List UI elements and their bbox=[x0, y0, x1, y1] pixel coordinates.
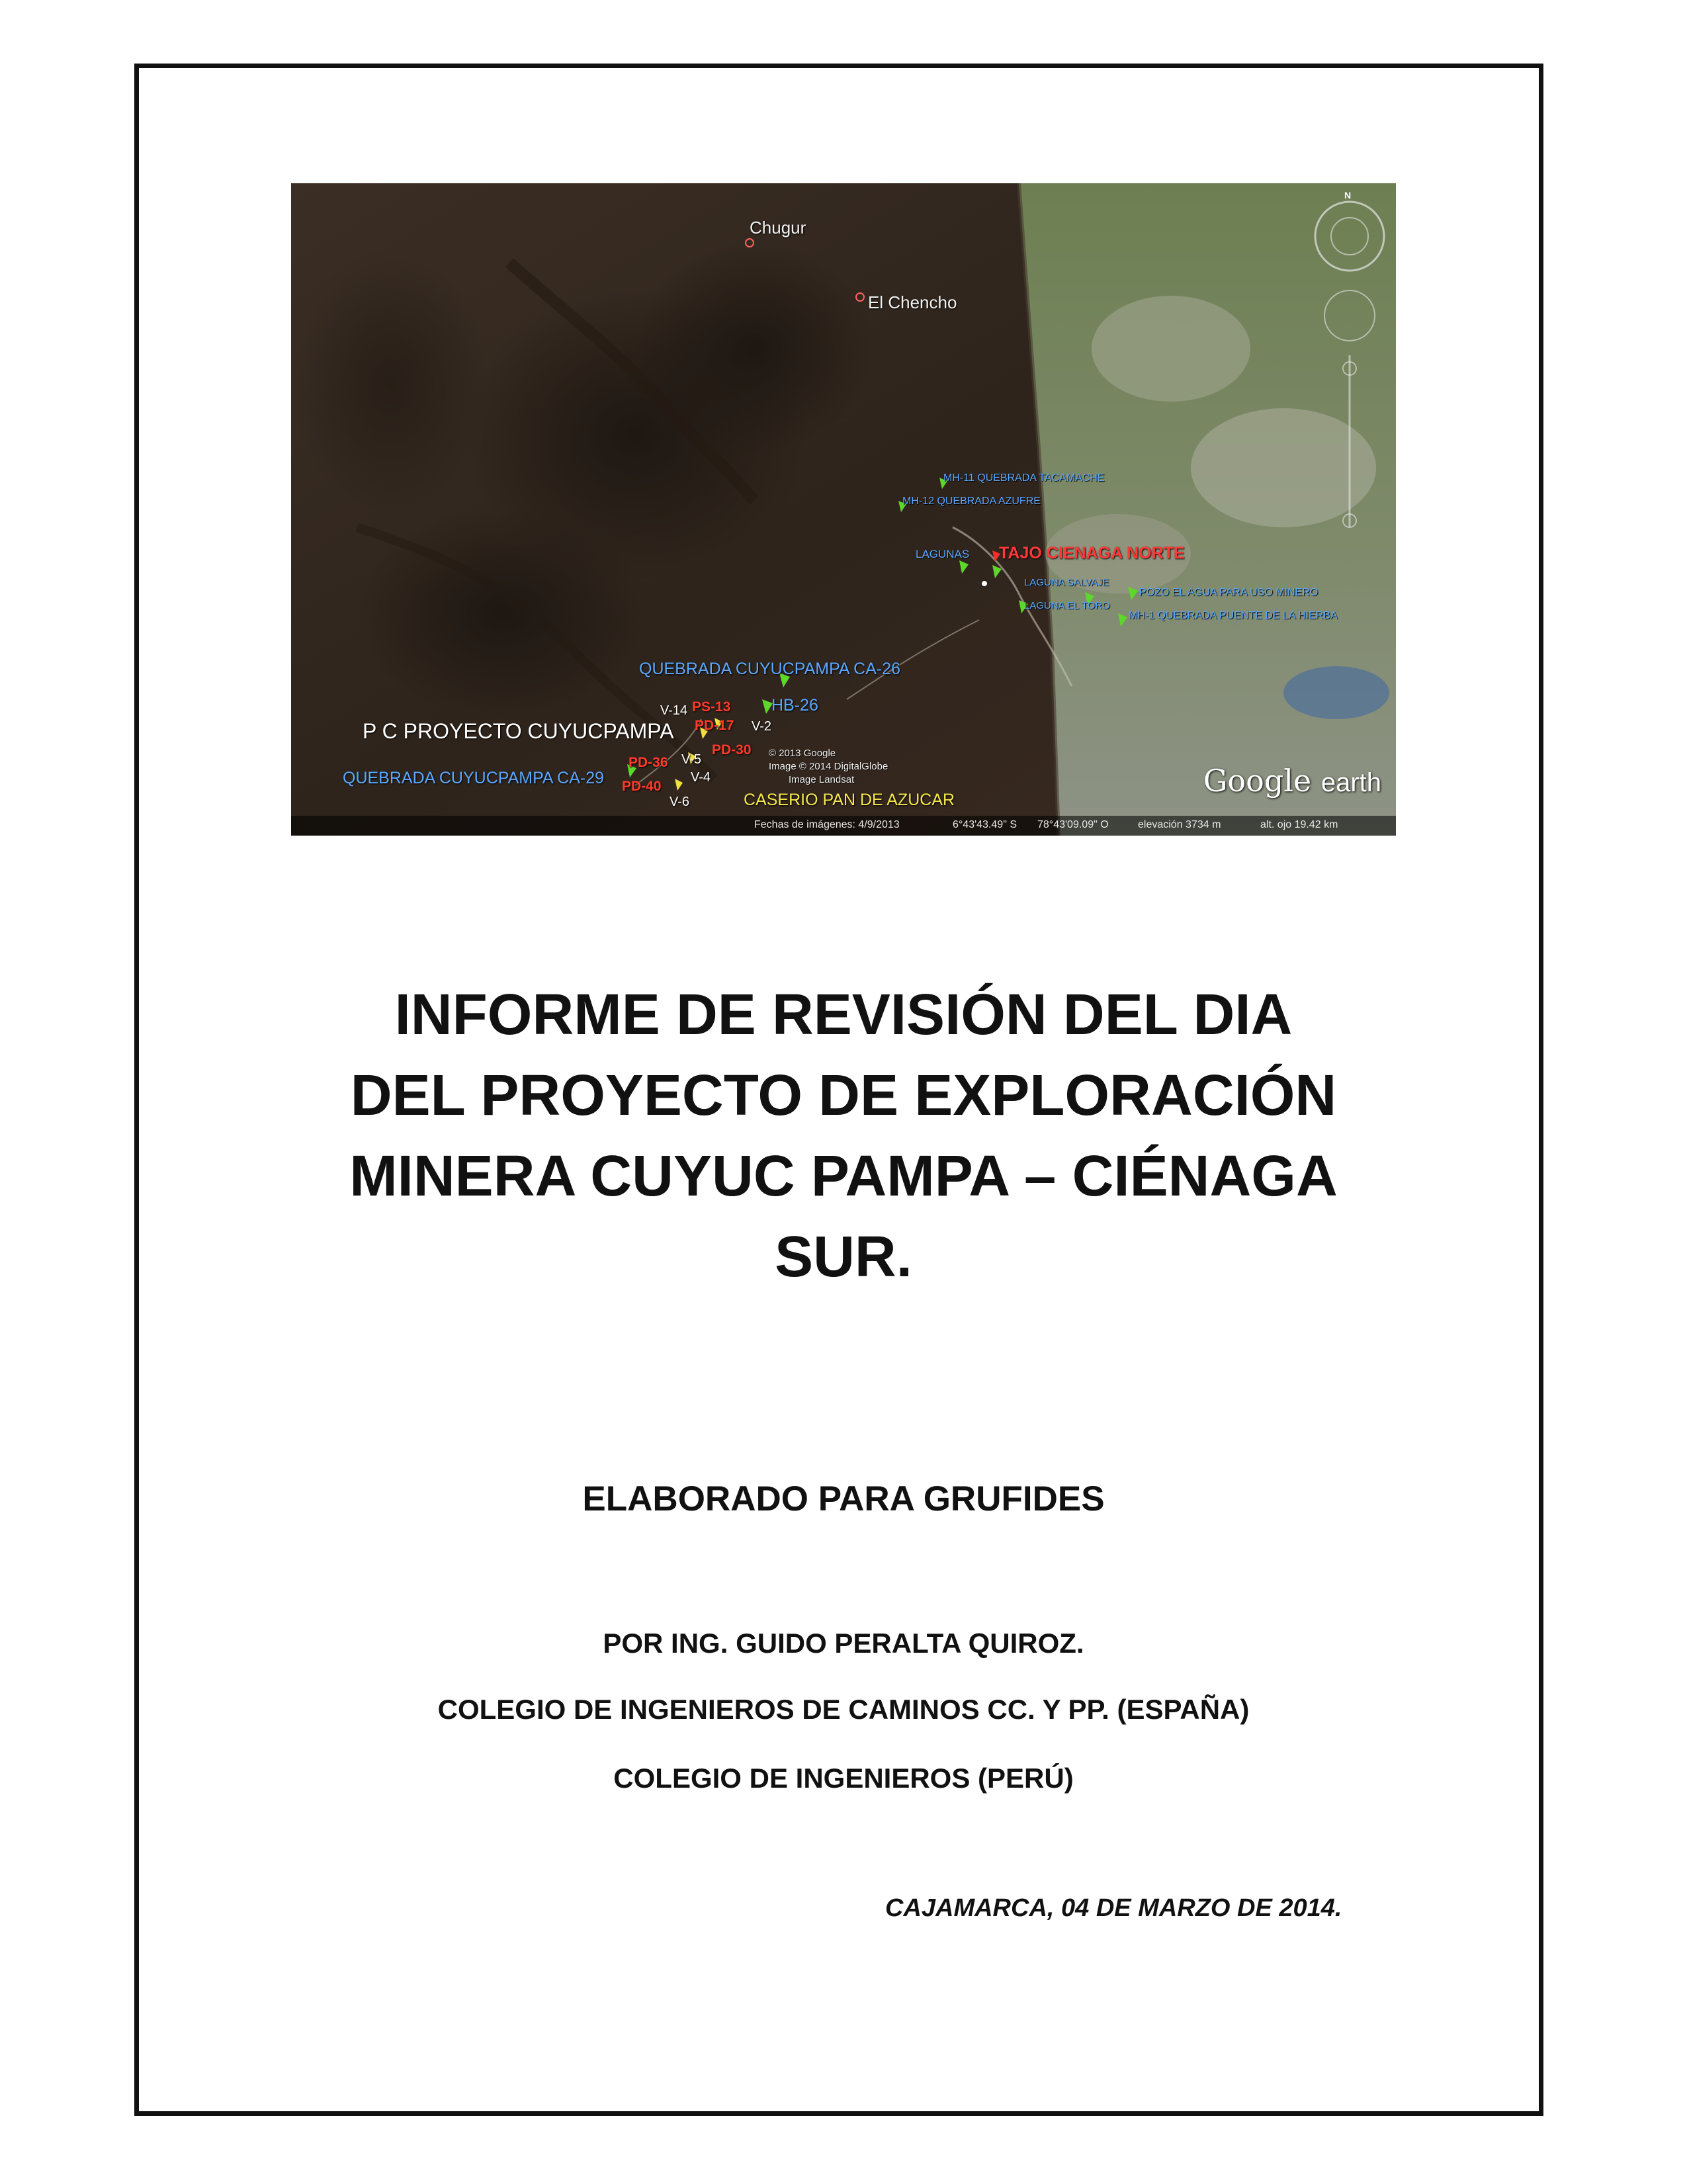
imagery-dates: Fechas de imágenes: 4/9/2013 bbox=[754, 819, 900, 830]
map-label-mh1: MH-1 QUEBRADA PUENTE DE LA HIERBA bbox=[1129, 610, 1338, 621]
title-line: SUR. bbox=[775, 1225, 912, 1289]
map-label-pd30: PD-30 bbox=[712, 742, 752, 758]
satellite-map-image bbox=[291, 183, 1396, 836]
map-label-hb26: HB-26 bbox=[771, 696, 818, 715]
map-label-v2: V-2 bbox=[752, 719, 772, 734]
author-affiliation-peru: COLEGIO DE INGENIEROS (PERÚ) bbox=[613, 1763, 1074, 1794]
map-label-caserio: CASERIO PAN DE AZUCAR bbox=[744, 791, 955, 809]
longitude-readout: 78°43'09.09" O bbox=[1037, 819, 1109, 830]
map-label-ca29: QUEBRADA CUYUCPAMPA CA-29 bbox=[343, 769, 605, 787]
title-line: DEL PROYECTO DE EXPLORACIÓN bbox=[350, 1063, 1337, 1127]
map-label-chugur: Chugur bbox=[750, 218, 806, 238]
title-line: MINERA CUYUC PAMPA – CIÉNAGA bbox=[349, 1144, 1338, 1208]
map-label-ps13: PS-13 bbox=[692, 699, 731, 715]
eye-altitude-readout: alt. ojo 19.42 km bbox=[1260, 819, 1338, 830]
map-label-v4: V-4 bbox=[691, 770, 711, 785]
map-label-v14: V-14 bbox=[660, 703, 688, 718]
map-label-pd40: PD-40 bbox=[622, 779, 662, 794]
map-label-mh12: MH-12 QUEBRADA AZUFRE bbox=[902, 496, 1041, 507]
author-affiliation-spain: COLEGIO DE INGENIEROS DE CAMINOS CC. Y PP. (ESPAÑA) bbox=[437, 1694, 1250, 1725]
map-label-ca26: QUEBRADA CUYUCPAMPA CA-26 bbox=[639, 660, 901, 678]
map-label-proyecto: P C PROYECTO CUYUCPAMPA bbox=[363, 719, 674, 743]
google-earth-logo: Google earth bbox=[1203, 763, 1381, 799]
prepared-for-line: ELABORADO PARA GRUFIDES bbox=[582, 1479, 1105, 1518]
map-label-lagunas: LAGUNAS bbox=[916, 548, 970, 560]
map-label-pd36: PD-36 bbox=[628, 755, 668, 770]
map-label-el-chencho: El Chencho bbox=[868, 292, 957, 312]
map-label-pozo: POZO EL AGUA PARA USO MINERO bbox=[1139, 587, 1319, 598]
author-name: POR ING. GUIDO PERALTA QUIROZ. bbox=[603, 1628, 1084, 1659]
compass-north-icon: N bbox=[1344, 190, 1352, 200]
map-label-laguna: LAGUNA SALVAJE bbox=[1024, 577, 1109, 588]
map-label-tajo-cienaga-norte: TAJO CIENAGA NORTE bbox=[999, 544, 1185, 562]
imagery-credits bbox=[769, 747, 888, 787]
credit-line: Image © 2014 DigitalGlobe bbox=[769, 761, 888, 772]
latitude-readout: 6°43'43.49" S bbox=[953, 819, 1017, 830]
title-line: INFORME DE REVISIÓN DEL DIA bbox=[394, 983, 1293, 1047]
map-status-bar bbox=[291, 816, 1396, 836]
credit-line: Image Landsat bbox=[789, 774, 855, 785]
map-label-laguna-el: LAGUNA EL TORO bbox=[1024, 600, 1110, 611]
map-label-mh11: MH-11 QUEBRADA TACAMACHE bbox=[943, 472, 1105, 484]
document-title bbox=[198, 975, 1489, 1297]
credit-line: © 2013 Google bbox=[769, 748, 836, 759]
map-label-v5: V-5 bbox=[681, 752, 702, 767]
map-label-pd17: PD-17 bbox=[695, 718, 734, 733]
place-and-date: CAJAMARCA, 04 DE MARZO DE 2014. bbox=[885, 1894, 1342, 1922]
elevation-readout: elevación 3734 m bbox=[1138, 819, 1221, 830]
map-label-v6: V-6 bbox=[670, 795, 690, 809]
